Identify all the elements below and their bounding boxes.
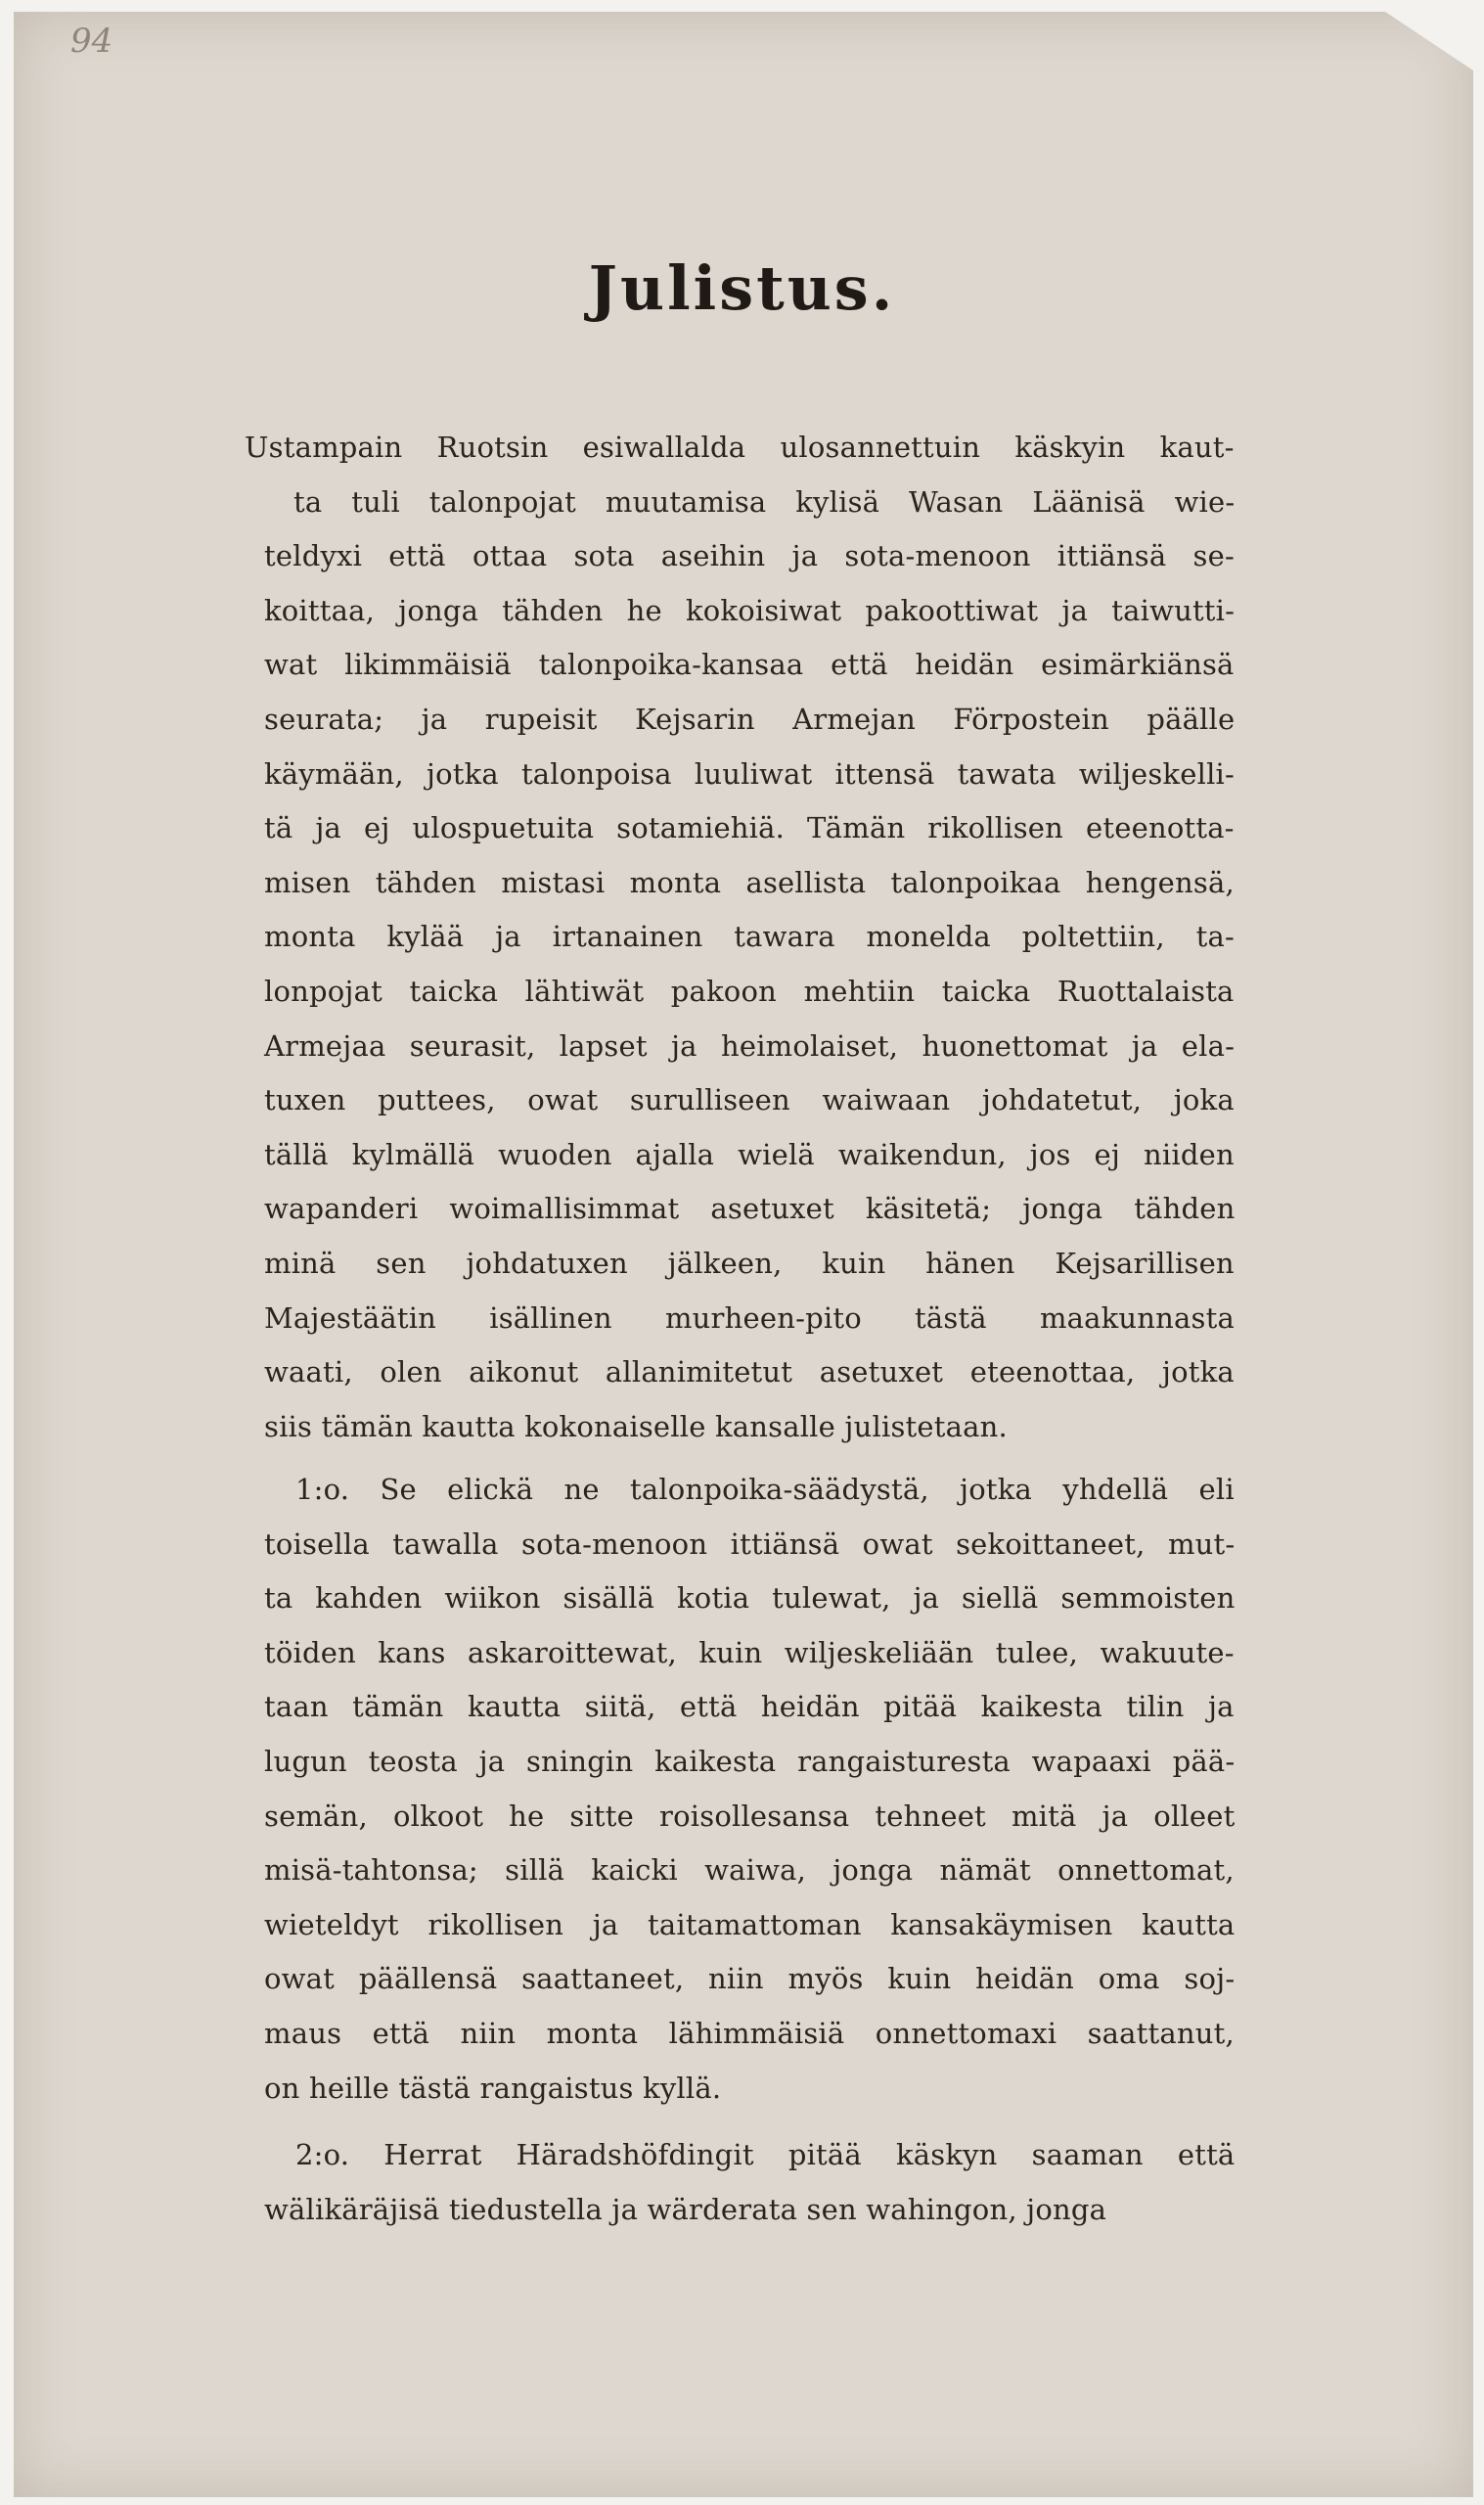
paragraph-1-line: seurata; ja rupeisit Kejsarin Armejan Förpostein päälle xyxy=(264,703,1236,736)
paragraph-1-line: monta kylää ja irtanainen tawara monelda poltettiin, ta- xyxy=(264,920,1235,954)
paragraph-2-line: owat päällensä saattaneet, niin myös kuin heidän oma soj- xyxy=(264,1962,1236,1996)
paragraph-2-line: töiden kans askaroittewat, kuin wiljeskeliään tulee, wakuute- xyxy=(264,1635,1235,1669)
paragraph-1-line: teldyxi että ottaa sota aseihin ja sota-menoon ittiänsä se- xyxy=(264,539,1235,573)
paragraph-1-line: minä sen johdatuxen jälkeen, kuin hänen Kejsarillisen xyxy=(264,1247,1235,1280)
paragraph-1-line: wapanderi woimallisimmat asetuxet käsitetä; jonga tähden xyxy=(264,1192,1236,1226)
paragraph-2-line: maus että niin monta lähimmäisiä onnettomaxi saattanut, xyxy=(264,2017,1235,2050)
paragraph-2-line: misä-tahtonsa; sillä kaicki waiwa, jonga nämät onnettomat, xyxy=(264,1853,1235,1888)
paragraph-2-line: 1:o. Se elickä ne talonpoika-säädystä, jotka yhdellä eli xyxy=(295,1473,1235,1506)
document-title: Julistus. xyxy=(588,252,896,324)
paragraph-2-line: on heille tästä rangaistus kyllä. xyxy=(264,2071,722,2105)
paragraph-1-line: siis tämän kautta kokonaiselle kansalle julistetaan. xyxy=(264,1409,1008,1443)
paragraph-2-line: wieteldyt rikollisen ja taitamattoman kansakäymisen kautta xyxy=(264,1907,1236,1941)
paragraph-2-line: taan tämän kautta siitä, että heidän pitää kaikesta tilin ja xyxy=(264,1690,1235,1724)
paragraph-1-line: tä ja ej ulospuetuita sotamiehiä. Tämän rikollisen eteenotta- xyxy=(264,811,1235,845)
paragraph-1-line: wat likimmäisiä talonpoika-kansaa että heidän esimärkiänsä xyxy=(264,648,1235,682)
paragraph-1-line: Majestäätin isällinen murheen-pito tästä maakunnasta xyxy=(264,1300,1235,1335)
paragraph-1-line: lonpojat taicka lähtiwät pakoon mehtiin taicka Ruottalaista xyxy=(264,975,1235,1008)
paragraph-2-line: ta kahden wiikon sisällä kotia tulewat, ja siellä semmoisten xyxy=(264,1581,1236,1616)
paragraph-2-line: semän, olkoot he sitte roisollesansa tehneet mitä ja olleet xyxy=(264,1799,1236,1833)
paragraph-3-line: 2:o. Herrat Häradshöfdingit pitää käskyn saaman että xyxy=(295,2138,1236,2171)
paragraph-1-line: tällä kylmällä wuoden ajalla wielä waikendun, jos ej niiden xyxy=(264,1137,1235,1171)
handwritten-page-number: 94 xyxy=(70,22,113,61)
paragraph-1-line: tuxen puttees, owat surulliseen waiwaan johdatetut, joka xyxy=(264,1083,1235,1117)
paragraph-1-line: misen tähden mistasi monta asellista talonpoikaa hengensä, xyxy=(264,865,1235,899)
paragraph-1-line: Ustampain Ruotsin esiwallalda ulosannettuin käskyin kaut- xyxy=(245,431,1235,464)
paragraph-1-line: waati, olen aikonut allanimitetut asetuxet eteenottaa, jotka xyxy=(264,1355,1235,1389)
paragraph-1-line: Armejaa seurasit, lapset ja heimolaiset, huonettomat ja ela- xyxy=(264,1028,1236,1063)
paragraph-1-line: ta tuli talonpojat muutamisa kylisä Wasan Läänisä wie- xyxy=(293,484,1236,519)
paragraph-1-line: käymään, jotka talonpoisa luuliwat ittensä tawata wiljeskelli- xyxy=(264,756,1236,791)
paragraph-2-line: toisella tawalla sota-menoon ittiänsä owat sekoittaneet, mut- xyxy=(264,1526,1236,1561)
paragraph-3-line: wälikäräjisä tiedustella ja wärderata sen wahingon, jonga xyxy=(264,2192,1107,2226)
paragraph-1-line: koittaa, jonga tähden he kokoisiwat pakoottiwat ja taiwutti- xyxy=(264,593,1236,627)
paragraph-2-line: lugun teosta ja sningin kaikesta rangaisturesta wapaaxi pää- xyxy=(264,1745,1236,1778)
